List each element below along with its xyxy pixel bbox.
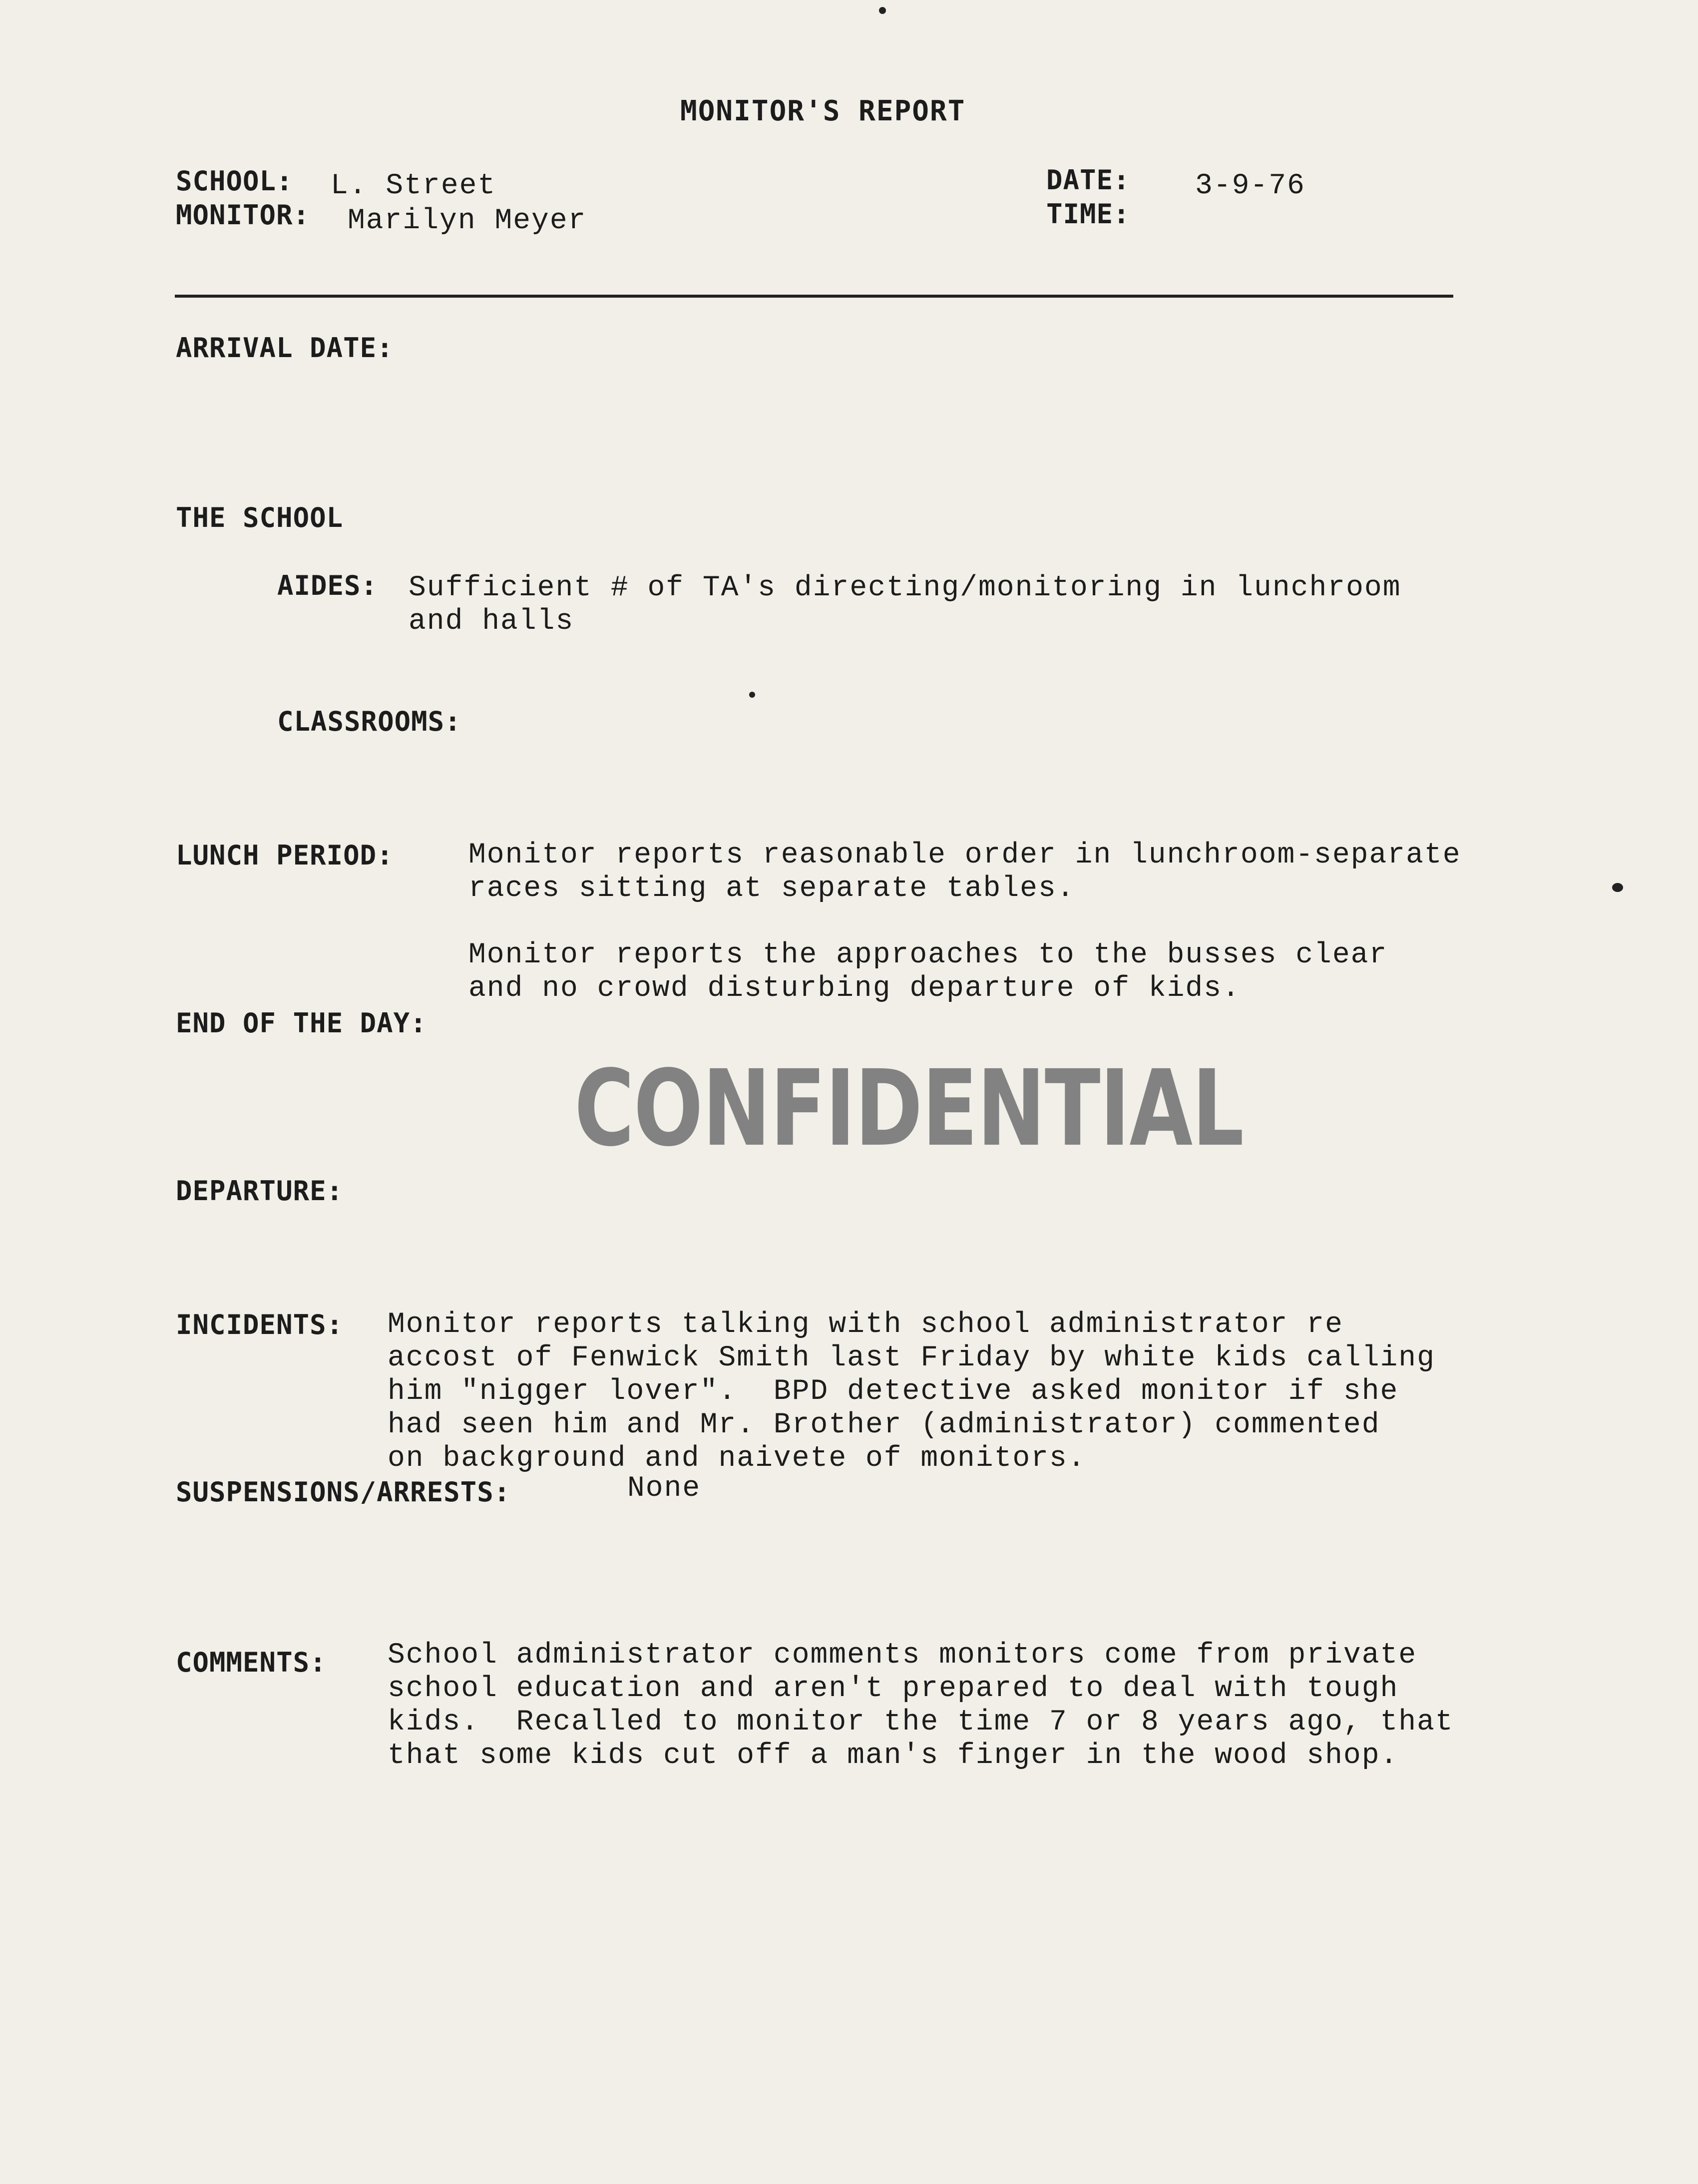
comments-line: kids. Recalled to monitor the time 7 or 8 years ago, that <box>388 1706 1454 1739</box>
aides-label: AIDES: <box>277 570 378 601</box>
school-value: L. Street <box>331 170 496 202</box>
incidents-line: on background and naivete of monitors. <box>388 1442 1086 1475</box>
comments-line: school education and aren't prepared to deal with tough <box>388 1673 1399 1705</box>
departure-label: DEPARTURE: <box>176 1175 344 1207</box>
comments-label: COMMENTS: <box>176 1647 327 1678</box>
school-label: SCHOOL: <box>176 165 293 197</box>
date-label: DATE: <box>1046 164 1130 196</box>
speck-mark <box>879 7 886 14</box>
end-of-day-line: Monitor reports the approaches to the busses clear <box>468 939 1388 971</box>
incidents-line: accost of Fenwick Smith last Friday by white kids calling <box>388 1342 1435 1374</box>
incidents-line: him "nigger lover". BPD detective asked monitor if she <box>388 1375 1399 1408</box>
monitor-value: Marilyn Meyer <box>348 205 587 237</box>
incidents-label: INCIDENTS: <box>176 1309 344 1340</box>
aides-line: Sufficient # of TA's directing/monitoring in lunchroom <box>409 572 1401 604</box>
lunch-line: Monitor reports reasonable order in lunchroom-separate <box>468 839 1461 872</box>
lunch-period-label: LUNCH PERIOD: <box>176 840 394 871</box>
time-label: TIME: <box>1046 198 1130 230</box>
comments-line: School administrator comments monitors come from private <box>388 1639 1417 1672</box>
the-school-heading: THE SCHOOL <box>176 502 344 533</box>
header-divider <box>175 295 1453 298</box>
speck-mark <box>749 692 755 698</box>
suspensions-arrests-label: SUSPENSIONS/ARRESTS: <box>176 1476 511 1508</box>
classrooms-label: CLASSROOMS: <box>277 706 461 737</box>
confidential-stamp: CONFIDENTIAL <box>574 1047 1244 1170</box>
comments-line: that some kids cut off a man's finger in the wood shop. <box>388 1740 1399 1772</box>
suspensions-arrests-value: None <box>627 1472 701 1505</box>
aides-line: and halls <box>409 605 574 638</box>
lunch-line: races sitting at separate tables. <box>468 873 1075 905</box>
monitor-label: MONITOR: <box>176 199 310 231</box>
incidents-line: had seen him and Mr. Brother (administrator) commented <box>388 1409 1380 1441</box>
speck-mark <box>1612 883 1623 892</box>
date-value: 3-9-76 <box>1195 170 1305 202</box>
end-of-day-line: and no crowd disturbing departure of kids. <box>468 972 1241 1005</box>
end-of-day-label: END OF THE DAY: <box>176 1007 427 1039</box>
arrival-date-label: ARRIVAL DATE: <box>176 332 394 364</box>
report-title: MONITOR'S REPORT <box>680 95 966 127</box>
incidents-line: Monitor reports talking with school administrator re <box>388 1309 1343 1341</box>
